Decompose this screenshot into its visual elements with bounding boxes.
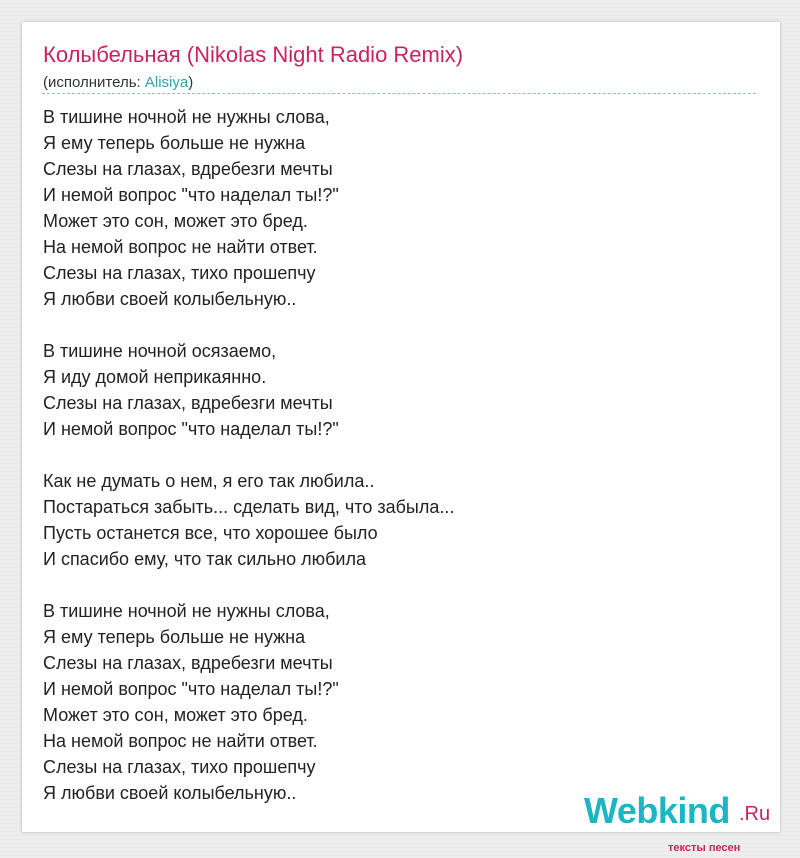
artist-link[interactable]: Alisiya	[144, 74, 189, 91]
lyrics-card	[22, 22, 780, 854]
logo-tagline: тексты песен	[668, 842, 741, 854]
logo-wordmark: Webkind	[584, 790, 730, 831]
lyric-line: Я ему теперь больше не нужна	[43, 133, 306, 153]
lyric-line: В тишине ночной не нужны слова,	[43, 601, 330, 621]
artist-suffix: )	[188, 74, 194, 91]
lyric-line: В тишине ночной осязаемо,	[43, 341, 277, 361]
lyrics-stanza	[43, 338, 454, 442]
lyric-line: Может это сон, может это бред.	[43, 705, 308, 725]
lyrics-text	[43, 104, 454, 832]
lyric-line: Пусть останется все, что хорошее было	[43, 523, 378, 543]
lyric-line: И немой вопрос "что наделал ты!?"	[43, 185, 339, 205]
lyric-line: Я любви своей колыбельную..	[43, 289, 297, 309]
lyric-line: В тишине ночной не нужны слова,	[43, 107, 330, 127]
lyric-line: Слезы на глазах, вдребезги мечты	[43, 159, 333, 179]
song-title: Колыбельная (Nikolas Night Radio Remix)	[43, 42, 464, 67]
lyric-line: Слезы на глазах, вдребезги мечты	[43, 393, 333, 413]
lyric-line: На немой вопрос не найти ответ.	[43, 731, 318, 751]
lyric-line: И спасибо ему, что так сильно любила	[43, 549, 366, 569]
lyric-line: И немой вопрос "что наделал ты!?"	[43, 419, 339, 439]
lyric-line: Слезы на глазах, тихо прошепчу	[43, 263, 316, 283]
lyric-line: Постараться забыть... сделать вид, что забыла...	[43, 497, 455, 517]
lyric-line: Как не думать о нем, я его так любила..	[43, 471, 375, 491]
lyric-line: Слезы на глазах, тихо прошепчу	[43, 757, 316, 777]
lyrics-stanza	[43, 104, 454, 312]
webkind-logo[interactable]	[584, 790, 784, 854]
lyrics-stanza	[43, 598, 454, 806]
lyrics-stanza	[43, 468, 454, 572]
lyric-line: На немой вопрос не найти ответ.	[43, 237, 318, 257]
lyric-line: Я иду домой неприкаянно.	[43, 367, 267, 387]
divider	[42, 93, 756, 94]
lyric-line: Я ему теперь больше не нужна	[43, 627, 306, 647]
artist-line	[43, 74, 193, 91]
lyric-line: И немой вопрос "что наделал ты!?"	[43, 679, 339, 699]
logo-domain: .Ru	[739, 803, 771, 825]
lyric-line: Может это сон, может это бред.	[43, 211, 308, 231]
lyric-line: Слезы на глазах, вдребезги мечты	[43, 653, 333, 673]
artist-prefix: (исполнитель:	[43, 74, 145, 91]
lyric-line: Я любви своей колыбельную..	[43, 783, 297, 803]
